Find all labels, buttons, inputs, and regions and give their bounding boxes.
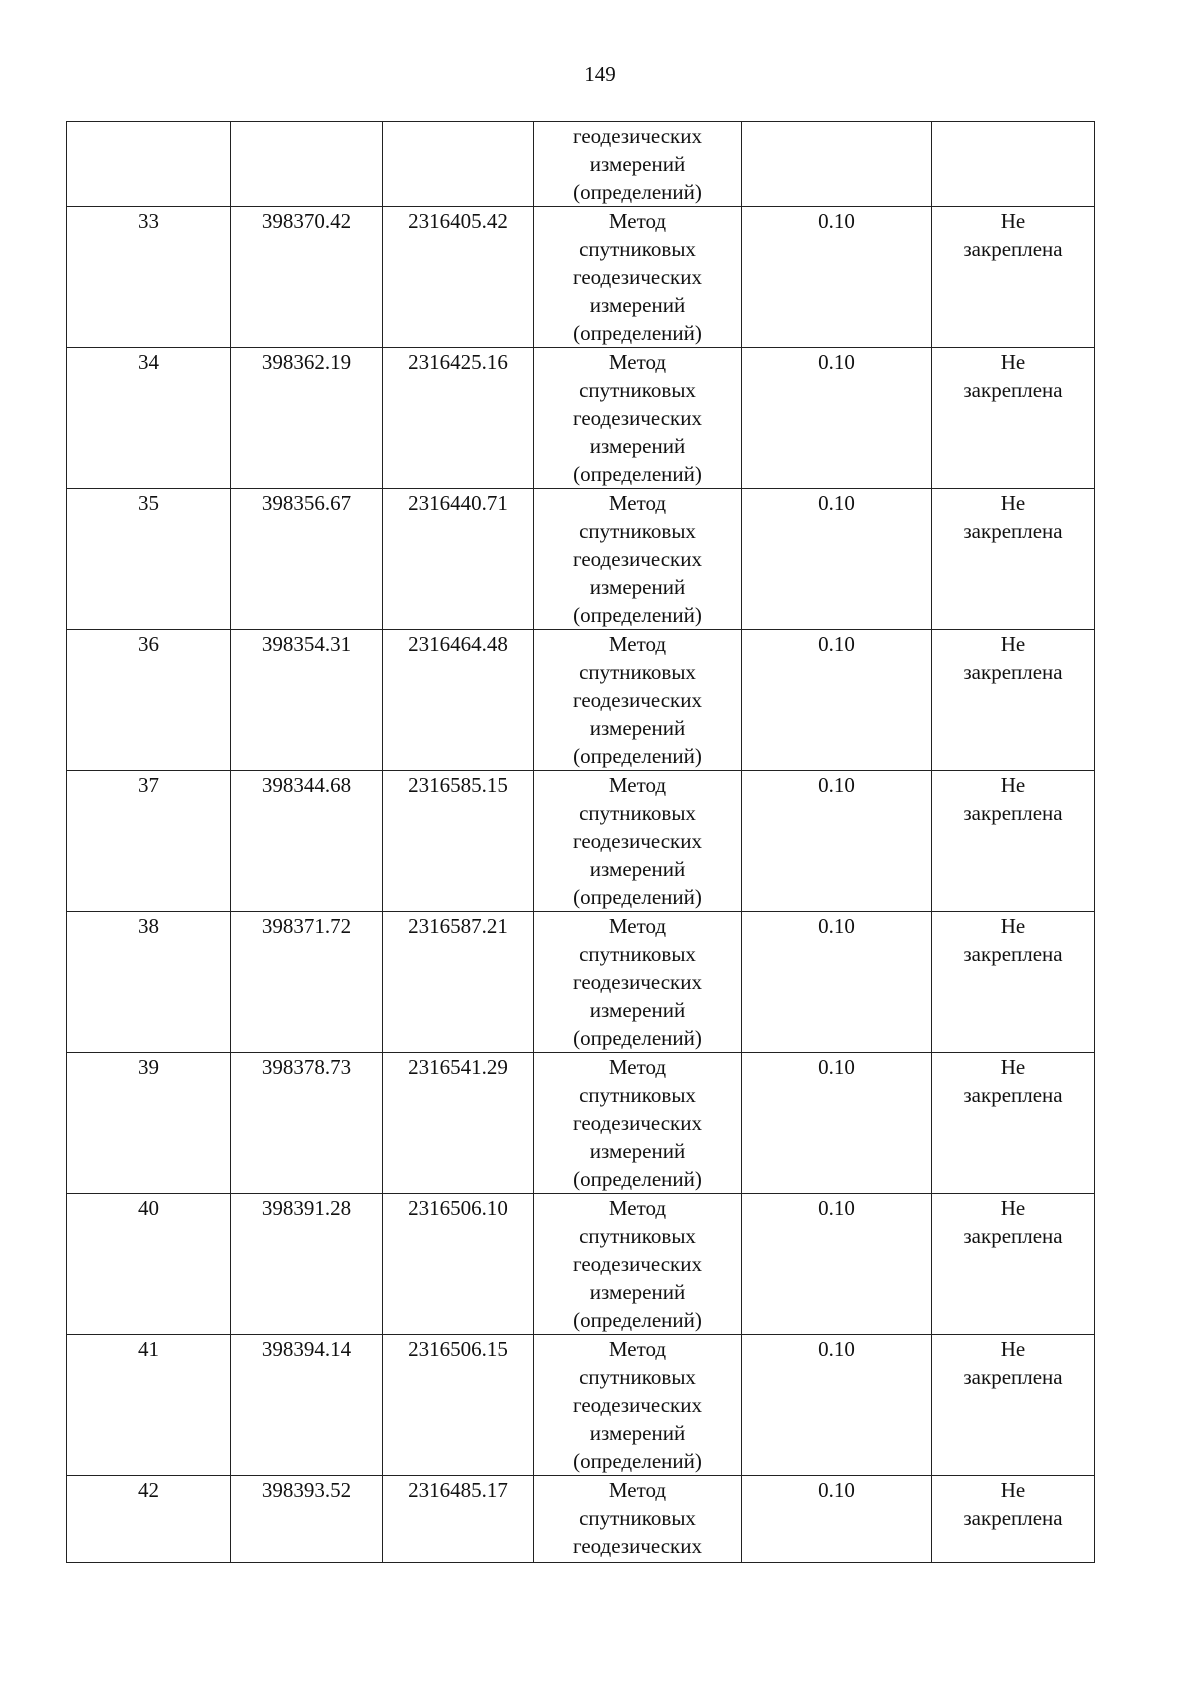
cell-mark — [932, 207, 1095, 348]
cell-error: 0.10 — [742, 489, 932, 630]
mark-line: Не — [1000, 350, 1026, 374]
cell-mark — [932, 122, 1095, 207]
cell-y: 2316506.15 — [383, 1335, 534, 1476]
table-row — [67, 1053, 1095, 1194]
cell-num: 39 — [67, 1053, 231, 1194]
mark-line: закреплена — [963, 1083, 1063, 1107]
method-line: спутниковых — [579, 660, 696, 684]
cell-method — [534, 122, 742, 207]
cell-y: 2316440.71 — [383, 489, 534, 630]
cell-method — [534, 912, 742, 1053]
mark-line: Не — [1000, 773, 1026, 797]
method-line: геодезических — [572, 547, 702, 571]
cell-x: 398393.52 — [231, 1476, 383, 1563]
cell-method — [534, 207, 742, 348]
method-line: спутниковых — [579, 1224, 696, 1248]
method-line: спутниковых — [579, 519, 696, 543]
mark-line: закреплена — [963, 801, 1063, 825]
cell-num: 37 — [67, 771, 231, 912]
method-line: измерений — [589, 1280, 686, 1304]
cell-num: 40 — [67, 1194, 231, 1335]
cell-x: 398370.42 — [231, 207, 383, 348]
mark-line: закреплена — [963, 942, 1063, 966]
cell-num: 36 — [67, 630, 231, 771]
cell-error: 0.10 — [742, 630, 932, 771]
cell-error — [742, 122, 932, 207]
method-line: геодезических — [572, 124, 702, 148]
mark-line: Не — [1000, 1337, 1026, 1361]
cell-method — [534, 489, 742, 630]
method-line: геодезических — [572, 1252, 702, 1276]
method-line: измерений — [589, 152, 686, 176]
table-row — [67, 771, 1095, 912]
mark-line: Не — [1000, 1478, 1026, 1502]
method-line: Метод — [608, 491, 667, 515]
method-line: спутниковых — [579, 1506, 696, 1530]
cell-num: 33 — [67, 207, 231, 348]
method-line: (определений) — [573, 1167, 702, 1191]
cell-y: 2316425.16 — [383, 348, 534, 489]
method-line: Метод — [608, 773, 667, 797]
cell-x: 398356.67 — [231, 489, 383, 630]
cell-num: 34 — [67, 348, 231, 489]
method-line: (определений) — [573, 885, 702, 909]
cell-x: 398394.14 — [231, 1335, 383, 1476]
mark-line: закреплена — [963, 1506, 1063, 1530]
method-line: (определений) — [573, 1308, 702, 1332]
cell-error: 0.10 — [742, 1476, 932, 1563]
cell-method — [534, 630, 742, 771]
method-line: геодезических — [572, 1111, 702, 1135]
method-line: измерений — [589, 575, 686, 599]
cell-num: 38 — [67, 912, 231, 1053]
mark-line: закреплена — [963, 378, 1063, 402]
table-row — [67, 1476, 1095, 1563]
cell-num — [67, 122, 231, 207]
cell-y: 2316506.10 — [383, 1194, 534, 1335]
method-line: геодезических — [572, 1393, 702, 1417]
method-line: геодезических — [572, 265, 702, 289]
cell-mark — [932, 771, 1095, 912]
cell-error: 0.10 — [742, 1194, 932, 1335]
method-line: Метод — [608, 1055, 667, 1079]
method-line: (определений) — [573, 1026, 702, 1050]
cell-x: 398371.72 — [231, 912, 383, 1053]
mark-line: закреплена — [963, 660, 1063, 684]
cell-x: 398354.31 — [231, 630, 383, 771]
method-line: Метод — [608, 1337, 667, 1361]
cell-num: 41 — [67, 1335, 231, 1476]
table-row — [67, 912, 1095, 1053]
cell-y: 2316464.48 — [383, 630, 534, 771]
method-line: (определений) — [573, 462, 702, 486]
method-line: Метод — [608, 350, 667, 374]
method-line: измерений — [589, 998, 686, 1022]
method-line: (определений) — [573, 321, 702, 345]
cell-mark — [932, 1053, 1095, 1194]
cell-x: 398378.73 — [231, 1053, 383, 1194]
method-line: измерений — [589, 293, 686, 317]
continuation-row — [67, 122, 1095, 207]
mark-line: Не — [1000, 914, 1026, 938]
method-line: Метод — [608, 1196, 667, 1220]
cell-error: 0.10 — [742, 912, 932, 1053]
cell-x: 398344.68 — [231, 771, 383, 912]
mark-line: закреплена — [963, 1365, 1063, 1389]
cell-method — [534, 1335, 742, 1476]
method-line: геодезических — [572, 406, 702, 430]
cell-mark — [932, 1194, 1095, 1335]
mark-line: Не — [1000, 632, 1026, 656]
cell-mark — [932, 1335, 1095, 1476]
method-line: Метод — [608, 209, 667, 233]
cell-x: 398362.19 — [231, 348, 383, 489]
cell-y: 2316587.21 — [383, 912, 534, 1053]
cell-method — [534, 1476, 742, 1563]
mark-line: Не — [1000, 491, 1026, 515]
cell-error: 0.10 — [742, 348, 932, 489]
method-line: (определений) — [573, 180, 702, 204]
cell-mark — [932, 630, 1095, 771]
cell-error: 0.10 — [742, 207, 932, 348]
cell-num: 35 — [67, 489, 231, 630]
cell-y: 2316585.15 — [383, 771, 534, 912]
method-line: измерений — [589, 1139, 686, 1163]
mark-line: закреплена — [963, 1224, 1063, 1248]
cell-method — [534, 348, 742, 489]
cell-method — [534, 1194, 742, 1335]
method-line: спутниковых — [579, 1365, 696, 1389]
cell-x: 398391.28 — [231, 1194, 383, 1335]
cell-method — [534, 771, 742, 912]
cell-error: 0.10 — [742, 1335, 932, 1476]
method-line: геодезических — [572, 1534, 702, 1558]
table-row — [67, 1335, 1095, 1476]
cell-y: 2316485.17 — [383, 1476, 534, 1563]
table-row — [67, 489, 1095, 630]
cell-error: 0.10 — [742, 771, 932, 912]
mark-line: Не — [1000, 1055, 1026, 1079]
method-line: измерений — [589, 716, 686, 740]
table-row — [67, 1194, 1095, 1335]
method-line: геодезических — [572, 829, 702, 853]
method-line: Метод — [608, 914, 667, 938]
method-line: (определений) — [573, 744, 702, 768]
cell-y: 2316541.29 — [383, 1053, 534, 1194]
table-row — [67, 348, 1095, 489]
cell-method — [534, 1053, 742, 1194]
cell-y: 2316405.42 — [383, 207, 534, 348]
method-line: измерений — [589, 1421, 686, 1445]
method-line: спутниковых — [579, 237, 696, 261]
table-body — [67, 122, 1095, 1563]
method-line: спутниковых — [579, 801, 696, 825]
page-number: 149 — [584, 62, 616, 86]
table-row — [67, 630, 1095, 771]
cell-error: 0.10 — [742, 1053, 932, 1194]
coordinates-table — [66, 121, 1095, 1563]
method-line: спутниковых — [579, 1083, 696, 1107]
cell-mark — [932, 912, 1095, 1053]
mark-line: закреплена — [963, 237, 1063, 261]
method-line: геодезических — [572, 970, 702, 994]
cell-x — [231, 122, 383, 207]
cell-mark — [932, 489, 1095, 630]
method-line: геодезических — [572, 688, 702, 712]
method-line: (определений) — [573, 603, 702, 627]
method-line: спутниковых — [579, 378, 696, 402]
method-line: измерений — [589, 434, 686, 458]
cell-y — [383, 122, 534, 207]
mark-line: Не — [1000, 1196, 1026, 1220]
mark-line: Не — [1000, 209, 1026, 233]
method-line: измерений — [589, 857, 686, 881]
cell-num: 42 — [67, 1476, 231, 1563]
mark-line: закреплена — [963, 519, 1063, 543]
method-line: (определений) — [573, 1449, 702, 1473]
cell-mark — [932, 348, 1095, 489]
method-line: Метод — [608, 1478, 667, 1502]
table-row — [67, 207, 1095, 348]
cell-mark — [932, 1476, 1095, 1563]
method-line: спутниковых — [579, 942, 696, 966]
method-line: Метод — [608, 632, 667, 656]
